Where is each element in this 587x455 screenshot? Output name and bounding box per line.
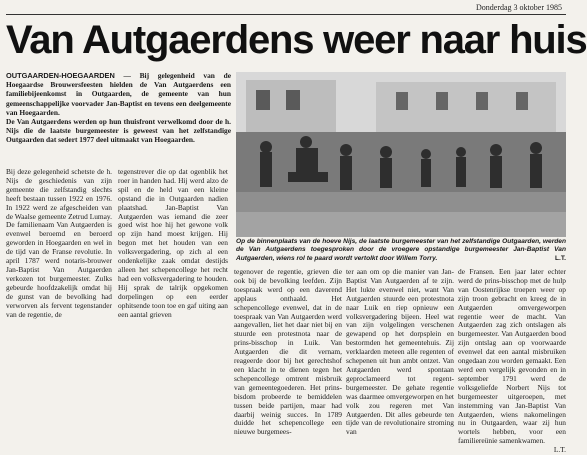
column-5-signature: L.T. [553, 445, 566, 455]
lead-text-2: De Van Autgaerdens werden op hun thuisfront verwelkomd door de h. Nijs die de laatste burgemeester is geweest van het zelfstandige Outgaarden dat sedert 1977 deel uitmaakt van Hoegaarden. [6, 117, 231, 145]
lead-text: — Bij gelegenheid van de Hoegaardse Brouwersfeesten hielden de Van Autgaerdens een familiebijeenkomst in Outgaarden, de gemeente van hun gemeenschappelijke voorvader Jan-Baptist en tevens een deelgemeente van Hoegaarden. [6, 71, 231, 117]
publication-date: Donderdag 3 oktober 1985 [476, 3, 562, 12]
column-2-text: tegenstrever die op dat ogenblik het roer in handen had. Hij werd alzo de spil en de held van een kleine opstand die in Outgaarden nadien plaatshad. Jan-Baptist Van Autgaerden was iemand die zeer goed wist hoe hij het gewone volk op zijn hand moest krijgen. Hij begon met het houden van een volksvergadering, op zich al een ondenkelijke zaak omdat destijds alleen het schepencollege het recht had een volksvergadering te houden. Hij sprak de talrijk opgekomen dorpelingen op een eerder ophitsende toon toe en gaf uiting aan een aantal grieven [118, 167, 228, 319]
headline: Van Autgaerdens weer naar huis [6, 18, 587, 62]
column-3-text: tegenover de regentie, grieven die ook bij de bevolking leefden. Zijn toespraak werd op een daverend applaus onthaald. Het schepencollege evenwel, dat in de toespraak van Van Autgaerden werd aangevallen, liet het daar niet bij en stuurde een protestnota naar de prins-bisschop in Luik. Van Autgaerden die dit vernam, reageerde door bij het gerechtshof een klacht in te dienen tegen het schepencollege omtrent misbruik van gemeentegoederen. Het prins-bisdom probeerde te bemiddelen tussen beide partijen, maar had daarbij weinig succes. In 1789 duidde het schepencollege een nieuwe burgemees- [234, 267, 342, 437]
photo-image [236, 72, 566, 237]
article-column-4 [346, 268, 454, 442]
column-5-text: de Fransen. Een jaar later echter werd de prins-bisschop met de hulp van Oostenrijkse troepen weer op zijn troon gebracht en kreeg de in Autgaerden omvergeworpen regentie weer de macht. Van Autgaerden zag zich ontslagen als burgemeester. Van Autgaerden bood zijn ontslag aan op voorwaarde evenwel dat een aantal misbruiken ongedaan zou worden gemaakt. Een werd een vergelijk gevonden en in september 1791 werd de volksgeliefde Norbert Nijs tot burgemeester uitgeroepen, met instemming van Jan-Baptist Van Autgaerden, wiens nakomelingen nu in Outgaarden, waar zij hun wortels hebben, voor een familiereünie samenkwamen. [458, 267, 566, 446]
lead-dateline: OUTGAARDEN-HOEGAARDEN [6, 71, 115, 80]
column-1-text: Bij deze gelegenheid schetste de h. Nijs de geschiedenis van zijn gemeente die zelfstandig slechts heeft bestaan tussen 1922 en 1976. In 1922 werd ze afgescheiden van de Waalse gemeente Zetrud Lumay. De familienaam Van Autgaerden is evenwel beroemd en beroerd geworden in Hoegaarden en wel in de tijd van de Franse revolutie. In april 1787 werd notaris-brouwer Jan-Baptist Van Autgaerden verkozen tot burgemeester. Zulks gebeurde hoofdzakelijk omdat hij de gunst van de bevolking had verworven als fervent tegenstander van de regentie, de [6, 167, 112, 319]
caption-signature: L.T. [555, 254, 566, 262]
photo-caption [236, 238, 566, 263]
article-photo [236, 72, 566, 237]
lead-paragraph [6, 71, 231, 145]
top-rule [6, 14, 566, 15]
article-column-5 [458, 267, 566, 455]
article-column-1 [6, 168, 112, 442]
article-column-3 [234, 268, 342, 442]
article-column-2 [118, 168, 228, 442]
column-4-text: ter aan om op die manier van Jan-Baptist Van Autgaerden af te zijn. Het lukte evenwel niet, want Van Autgaerden stuurde een protestnota naar Luik en riep opnieuw een volksvergadering bijeen. Heel wat van zijn volgelingen verschenen gewapend op het dorpsplein en bestormden het gemeentehuis. Zij verklaarden meteen alle regenten of schepenen uit hun ambt ontzet. Van Autgaerden werd spontaan geproclameerd tot regent-burgemeester. De gehate regentie was daarmee omvergeworpen en het volk zou regeren met Van Autgaerden. Dit alles gebeurde ten tijde van de revolutionaire stroming van [346, 267, 454, 437]
caption-text: Op de binnenplaats van de hoeve Nijs, de laatste burgemeester van het zelfstandige Outgaarden, werden de Van Autgaerdens toegesproken door de vroegere opstandige burgemeester Jan-Baptist Van Autgaerden, wiens rol te paard wordt vertolkt door Willem Torry. [236, 238, 566, 262]
